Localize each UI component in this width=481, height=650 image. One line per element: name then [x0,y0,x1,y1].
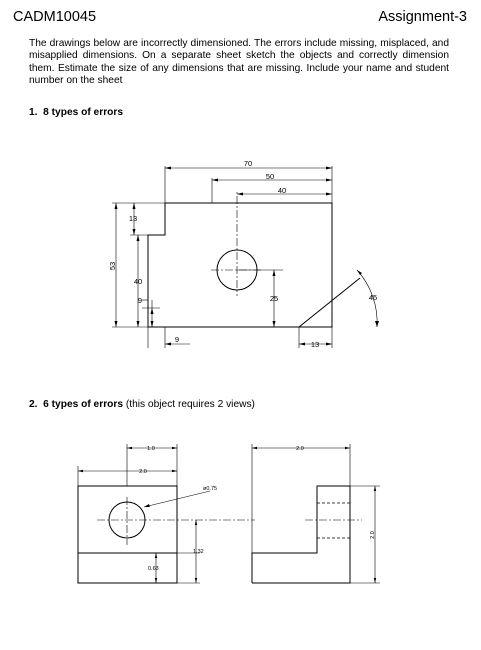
question-1-number: 1. [29,107,38,118]
dim-13-left: 13 [128,214,138,223]
dim-40-top: 40 [277,186,287,195]
dim-2-0-side-width: 2.0 [296,446,304,452]
front-view-outline [78,486,177,583]
course-code: CADM10045 [13,9,97,25]
dim-70: 70 [243,159,253,168]
side-view-outline [252,486,350,583]
dim-40-left: 40 [133,277,143,286]
question-1-title: 8 types of errors [43,107,124,118]
dim-1-0: 1.0 [147,446,155,452]
question-2-number: 2. [29,399,38,410]
dim-2-0-front: 2.0 [139,469,147,475]
dim-53: 53 [108,261,117,271]
question-2-title: 6 types of errors [43,399,124,410]
drawing-2 [78,444,380,583]
dim-9-left: 9 [137,296,143,305]
question-2-note: (this object requires 2 views) [125,399,255,410]
drawing-1 [108,159,379,349]
dim-45-angle: 45 [368,293,378,302]
dim-diameter: ø0.75 [203,486,218,492]
dim-2-0-side-height: 2.0 [370,531,376,539]
dim-13-bottom: 13 [310,340,320,349]
dim-1-32: 1.32 [193,549,204,555]
dim-25: 25 [269,294,279,303]
dim-50: 50 [265,172,275,181]
assignment-title: Assignment-3 [378,9,467,25]
dim-0-63: 0.63 [148,566,159,572]
drawing-1-outline [148,203,360,327]
dim-9-bottom: 9 [174,335,180,344]
instructions-paragraph: The drawings below are incorrectly dimensioned. The errors include missing, misplaced, and misapplied dimensions. On a separate sheet sketch the objects and correctly dimension them. Estimate the size of any dimensions that are missing. Include your name and student number on the sheet [29,38,449,87]
